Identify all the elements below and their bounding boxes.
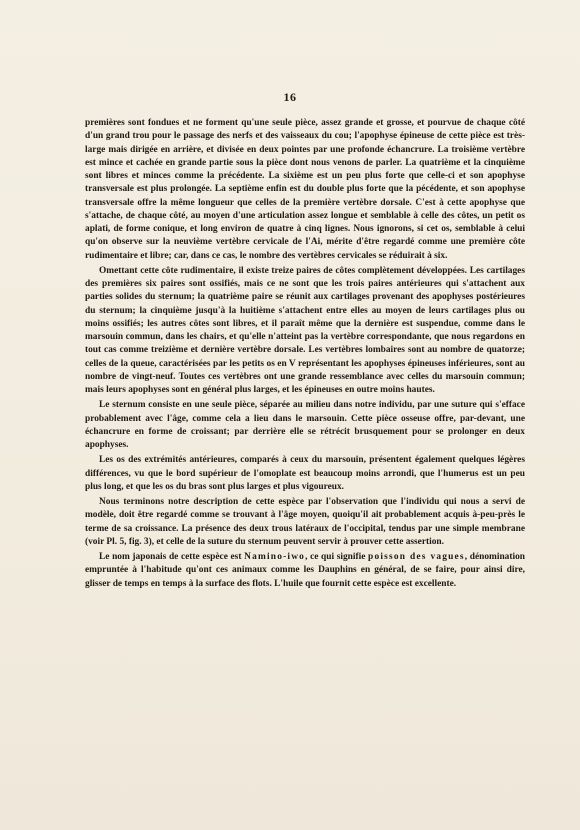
spaced-term: Namino-iwo	[244, 552, 306, 562]
text-segment: premières sont fondues et ne forment qu'une seule pièce, assez grande et grosse, et pourvue de chaque côté d'un grand trou pour le passage des nerfs et des vaisseaux du cou; l'apophyse épineuse de cette pièce est très-large mais dirigée en arrière, et divisée en deux pointes par une profonde échancrure. La troisième vertèbre est mince et cachée en grande partie sous la pièce dont nous venons de parler. La quatrième et la cinquième sont libres et minces comme la précédente. La sixième est un peu plus forte que celle-ci et son apophyse transversale est plus prolongée. La septième enfin est du double plus forte que la pécédente, et son apophyse transversale offre la même longueur que celles de la première vertèbre dorsale. C'est à cette apophyse que s'attache, de chaque côté, au moyen d'une articulation assez longue et semblable à celle des côtes, un petit os aplati, de forme conique, et long environ de quatre à cinq lignes. Nous ignorons, si cet os, semblable à celui qu'on observe sur la neuvième vertèbre cervicale de l'Ai, mérite d'être regardé comme une première côte rudimentaire et libre; car, dans ce cas, le nombre des vertèbres cervicales se réduirait à six.	[85, 118, 525, 261]
text-segment: Nous terminons notre description de cette espèce par l'observation que l'individu qui nous a servi de modèle, doit être regardé comme se trouvant à l'âge moyen, quoiqu'il ait probablement acquis à-peu-près le terme de sa croissance. La présence des deux trous latéraux de l'occipital, tendus par une simple membrane (voir Pl. 5, fig. 3), et celle de la suture du sternum peuvent servir à prouver cette assertion.	[85, 497, 525, 547]
text-segment: Omettant cette côte rudimentaire, il existe treize paires de côtes complètement développées. Les cartilages des premières six paires sont ossifiés, mais ce ne sont que les trois paires antérieures qui s'attachent aux parties solides du sternum; la quatrième paire se réunit aux cartilages provenant des apophyses postérieures du sternum; la cinquième jusqu'à la huitième s'attachent entre elles au moyen de leurs cartilages plus ou moins ossifiés; les autres côtes sont libres, et il paraît même que la dernière est suspendue, comme dans le marsouin commun, dans les chairs, et qu'elle n'atteint pas la vertèbre correspondante, que nous regardons en tout cas comme treizième et dernière vertèbre dorsale. Les vertèbres lombaires sont au nombre de quatorze; celles de la queue, caractérisées par les petits os en V représentant les apophyses épineuses inférieures, sont au nombre de vingt-neuf. Toutes ces vertèbres ont une grande ressemblance avec celles du marsouin commun; mais leurs apophyses sont en général plus larges, et les épineuses en outre moins hautes.	[85, 265, 525, 395]
body-text	[85, 117, 525, 593]
text-segment: Le sternum consiste en une seule pièce, séparée au milieu dans notre individu, par une suture qui s'efface probablement avec l'âge, comme cela a lieu dans le marsouin. Cette pièce osseuse offre, par-devant, une échancrure en forme de croissant; par derrière elle se rétrécit brusquement pour se prolonger en deux apophyses.	[85, 400, 525, 450]
paragraph	[85, 551, 525, 591]
paragraph	[85, 496, 525, 549]
paragraph	[85, 117, 525, 263]
spaced-term: poisson des vagues	[368, 552, 465, 562]
text-segment: , ce qui signifie	[305, 552, 369, 562]
text-segment: , dénomination empruntée à l'habitude qu'ont ces animaux comme les Dauphins en général, de se faire, pour ainsi dire, glisser de temps en temps à la surface des flots. L'huile que fournit cette espèce est excellente.	[85, 552, 525, 589]
text-segment: Les os des extrémités antérieures, comparés à ceux du marsouin, présentent également quelques légères différences, vu que le bord supérieur de l'omoplate est beaucoup moins arrondi, que l'humerus est un peu plus long, et que les os du bras sont plus larges et plus vigoureux.	[85, 455, 525, 492]
text-segment: Le nom japonais de cette espèce est	[99, 552, 245, 562]
paragraph	[85, 399, 525, 452]
page-number: 16	[283, 90, 297, 104]
paragraph	[85, 265, 525, 398]
paragraph	[85, 454, 525, 494]
